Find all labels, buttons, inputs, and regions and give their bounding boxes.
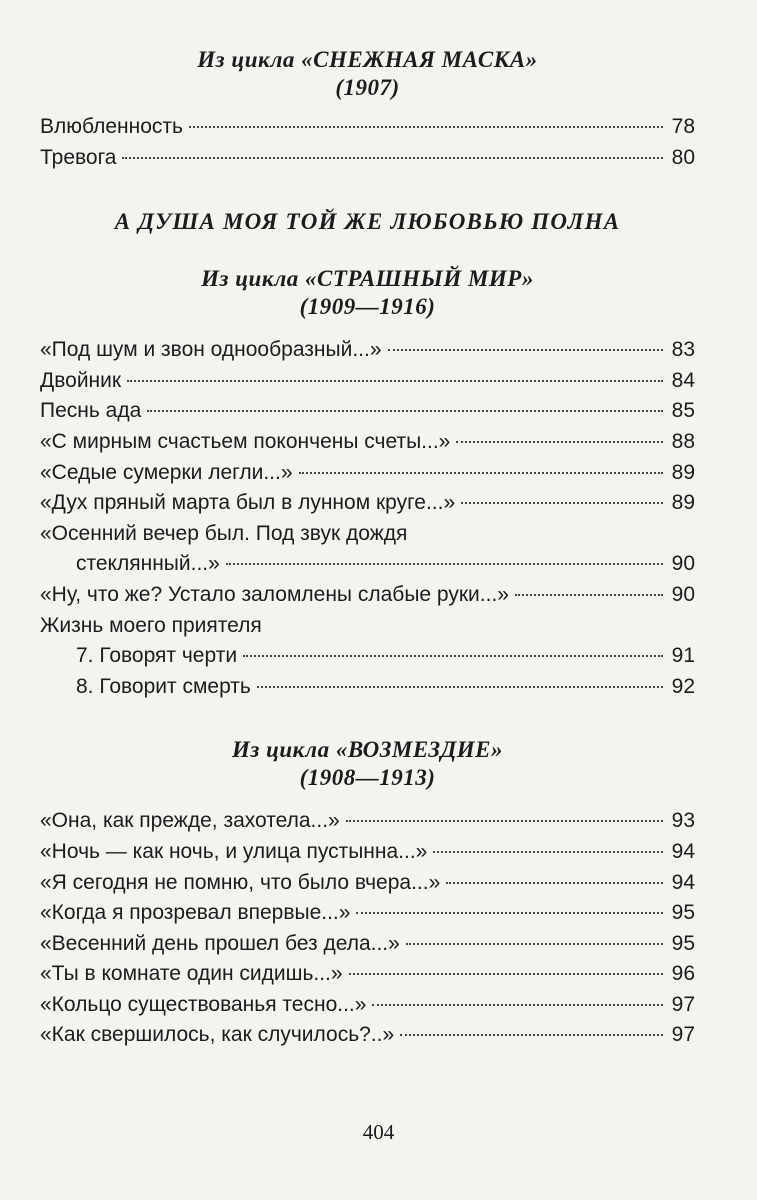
toc-entry[interactable] xyxy=(40,929,695,960)
toc-entry-title: стеклянный...» xyxy=(76,552,220,576)
toc-entry[interactable] xyxy=(40,959,695,990)
cycle-heading-terrible-world xyxy=(40,265,695,321)
toc-entry[interactable] xyxy=(40,898,695,929)
toc-entry-title: Тревога xyxy=(40,145,117,169)
toc-entry[interactable] xyxy=(40,580,695,611)
toc-entry-page: 80 xyxy=(671,145,695,169)
cycle-years: (1908—1913) xyxy=(299,765,436,791)
toc-entry-title: «Она, как прежде, захотела...» xyxy=(40,809,340,833)
toc-entry-page: 83 xyxy=(671,338,695,362)
toc-entry[interactable] xyxy=(40,112,695,143)
toc-subentry[interactable] xyxy=(40,672,695,703)
toc-list-terrible-world xyxy=(40,335,695,702)
toc-entry-title: «Ты в комнате один сидишь...» xyxy=(40,962,343,986)
leader-dots xyxy=(147,410,663,412)
toc-entry-title: Песнь ада xyxy=(40,399,142,423)
toc-entry-page: 89 xyxy=(671,491,695,515)
cycle-title: Из цикла «ВОЗМЕЗДИЕ» xyxy=(231,737,504,763)
leader-dots xyxy=(346,820,663,822)
toc-entry-continuation[interactable] xyxy=(40,549,695,580)
leader-dots xyxy=(122,157,663,159)
toc-entry[interactable] xyxy=(40,806,695,837)
toc-entry[interactable] xyxy=(40,1020,695,1051)
toc-entry-title: «Под шум и звон однообразный...» xyxy=(40,338,382,362)
toc-entry-page: 88 xyxy=(671,429,695,453)
leader-dots xyxy=(446,882,663,884)
leader-dots xyxy=(356,912,663,914)
toc-entry-title: Влюбленность xyxy=(40,115,183,138)
toc-entry-title: Жизнь моего приятеля xyxy=(40,613,262,637)
leader-dots xyxy=(243,655,663,657)
toc-list-retribution xyxy=(40,806,695,1051)
toc-entry-page: 91 xyxy=(671,644,695,668)
cycle-heading-snow-mask xyxy=(40,46,695,102)
toc-entry-page: 97 xyxy=(671,992,695,1016)
leader-dots xyxy=(515,594,663,596)
toc-entry-title: «Седые сумерки легли...» xyxy=(40,460,293,484)
toc-entry-page: 93 xyxy=(671,809,695,833)
toc-entry-title: «Я сегодня не помню, что было вчера...» xyxy=(40,870,441,894)
leader-dots xyxy=(299,472,663,474)
toc-entry-page: 78 xyxy=(671,115,695,138)
toc-entry-page: 85 xyxy=(671,399,695,423)
toc-entry-title: Двойник xyxy=(40,368,122,392)
toc-entry-page: 96 xyxy=(671,962,695,986)
toc-entry-title: «С мирным счастьем покончены счеты...» xyxy=(40,429,451,453)
cycle-years: (1907) xyxy=(335,75,400,100)
leader-dots xyxy=(461,502,663,504)
leader-dots xyxy=(456,441,663,443)
toc-entry-title: 8. Говорит смерть xyxy=(76,674,251,698)
toc-entry-page: 92 xyxy=(671,674,695,698)
toc-entry[interactable] xyxy=(40,990,695,1021)
toc-entry-page: 89 xyxy=(671,460,695,484)
toc-entry-title: 7. Говорят черти xyxy=(76,644,238,668)
toc-entry-page: 95 xyxy=(671,901,695,925)
leader-dots xyxy=(226,563,663,565)
toc-list-snow-mask xyxy=(40,112,695,173)
toc-entry[interactable] xyxy=(40,488,695,519)
toc-entry[interactable] xyxy=(40,868,695,899)
toc-entry[interactable] xyxy=(40,458,695,489)
leader-dots xyxy=(388,349,664,351)
toc-entry-title: «Кольцо существованья тесно...» xyxy=(40,992,367,1016)
toc-entry[interactable] xyxy=(40,427,695,458)
section-title: А ДУША МОЯ ТОЙ ЖЕ ЛЮБОВЬЮ ПОЛНА xyxy=(114,209,621,235)
toc-entry-page: 90 xyxy=(671,582,695,606)
toc-entry-title: «Когда я прозревал впервые...» xyxy=(40,901,351,925)
toc-entry[interactable] xyxy=(40,335,695,366)
leader-dots xyxy=(189,126,663,128)
leader-dots xyxy=(127,380,663,382)
cycle-heading-retribution xyxy=(40,736,695,792)
leader-dots xyxy=(349,973,663,975)
cycle-title: Из цикла «СНЕЖНАЯ МАСКА» xyxy=(197,47,538,72)
page-number: 404 xyxy=(362,1120,395,1144)
toc-entry[interactable] xyxy=(40,396,695,427)
leader-dots xyxy=(406,943,663,945)
toc-entry-page: 94 xyxy=(671,870,695,894)
leader-dots xyxy=(257,686,663,688)
leader-dots xyxy=(372,1004,663,1006)
cycle-title: Из цикла «СТРАШНЫЙ МИР» xyxy=(201,266,534,292)
leader-dots xyxy=(400,1034,663,1036)
toc-subentry[interactable] xyxy=(40,641,695,672)
toc-entry-title: «Как свершилось, как случилось?..» xyxy=(40,1023,395,1047)
toc-entry-title: «Ночь — как ночь, и улица пустынна...» xyxy=(40,839,428,863)
toc-entry-title: «Ну, что же? Устало заломлены слабые руки...» xyxy=(40,582,509,606)
toc-entry-title: «Весенний день прошел без дела...» xyxy=(40,931,400,955)
toc-entry[interactable] xyxy=(40,519,695,550)
toc-entry[interactable] xyxy=(40,143,695,174)
toc-entry-page: 90 xyxy=(671,552,695,576)
cycle-years: (1909—1916) xyxy=(299,294,436,320)
toc-entry[interactable] xyxy=(40,837,695,868)
toc-entry[interactable] xyxy=(40,366,695,397)
toc-entry[interactable] xyxy=(40,611,695,642)
toc-entry-page: 94 xyxy=(671,839,695,863)
toc-entry-title: «Осенний вечер был. Под звук дождя xyxy=(40,521,408,545)
leader-dots xyxy=(433,851,663,853)
toc-entry-title: «Дух пряный марта был в лунном круге...» xyxy=(40,491,456,515)
toc-entry-page: 84 xyxy=(671,368,695,392)
toc-entry-page: 97 xyxy=(671,1023,695,1047)
toc-entry-page: 95 xyxy=(671,931,695,955)
